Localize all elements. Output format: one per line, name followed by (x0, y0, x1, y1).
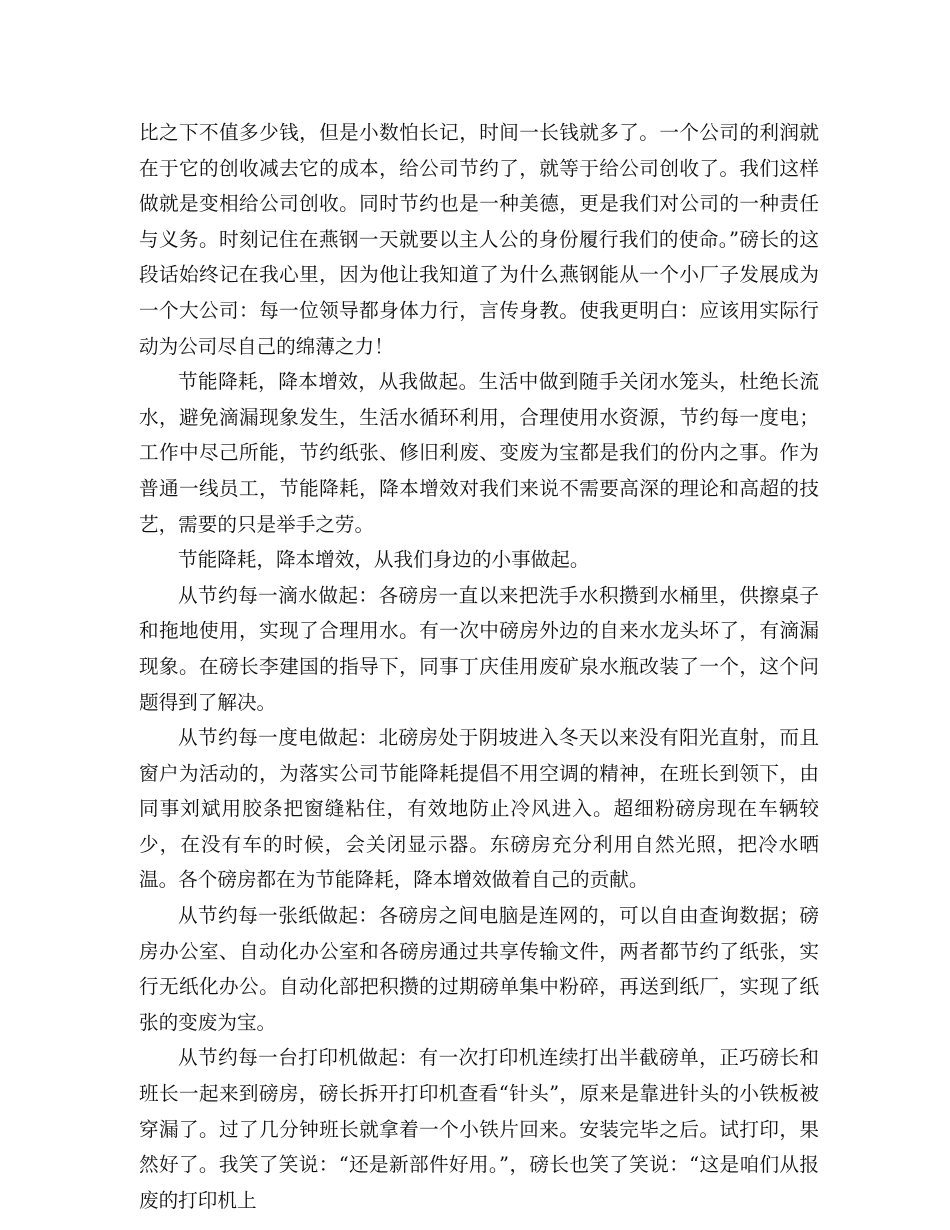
paragraph-small-things: 节能降耗，降本增效，从我们身边的小事做起。 (178, 548, 590, 572)
paragraph-continuation: 比之下不值多少钱，但是小数怕长记，时间一长钱就多了。一个公司的利润就在于它的创收减去它的成本，给公司节约了，就等于给公司创收了。我们这样做就是变相给公司创收。同时节约也是一种美德，更是我们对公司的一种责任与义务。时刻记住在燕钢一天就要以主人公的身份履行我们的使命。”磅长的这段话始终记在我心里，因为他让我知道了为什么燕钢能从一个小厂子发展成为一个大公司：每一位领导都身体力行，言传身教。使我更明白：应该用实际行动为公司尽自己的绵薄之力！ (139, 121, 819, 358)
paragraph-save-energy-intro: 节能降耗，降本增效，从我做起。生活中做到随手关闭水笼头，杜绝长流水，避免滴漏现象发生，生活水循环利用，合理使用水资源，节约每一度电；工作中尽己所能，节约纸张、修旧利废、变废为宝都是我们的份内之事。作为普通一线员工，节能降耗，降本增效对我们来说不需要高深的理论和高超的技艺，需要的只是举手之劳。 (139, 370, 819, 536)
paragraph-save-printer: 从节约每一台打印机做起：有一次打印机连续打出半截磅单，正巧磅长和班长一起来到磅房，磅长拆开打印机查看“针头”，原来是靠进针头的小铁板被穿漏了。过了几分钟班长就拿着一个小铁片回来。安装完毕之后。试打印，果然好了。我笑了笑说：“还是新部件好用。”，磅长也笑了笑说：“这是咱们从报废的打印机上 (139, 1046, 819, 1212)
paragraph-save-water: 从节约每一滴水做起：各磅房一直以来把洗手水积攒到水桶里，供擦桌子和拖地使用，实现了合理用水。有一次中磅房外边的自来水龙头坏了，有滴漏现象。在磅长李建国的指导下，同事丁庆佳用废矿泉水瓶改装了一个，这个问题得到了解决。 (139, 583, 819, 714)
paragraph-save-paper: 从节约每一张纸做起：各磅房之间电脑是连网的，可以自由查询数据；磅房办公室、自动化办公室和各磅房通过共享传输文件，两者都节约了纸张，实行无纸化办公。自动化部把积攒的过期磅单集中粉碎，再送到纸厂，实现了纸张的变废为宝。 (139, 904, 819, 1034)
document-body (139, 115, 819, 1218)
paragraph-save-electricity: 从节约每一度电做起：北磅房处于阴坡进入冬天以来没有阳光直射，而且窗户为活动的，为落实公司节能降耗提倡不用空调的精神，在班长到领下，由同事刘斌用胶条把窗缝粘住，有效地防止冷风进入。超细粉磅房现在车辆较少，在没有车的时候，会关闭显示器。东磅房充分利用自然光照，把冷水晒温。各个磅房都在为节能降耗，降本增效做着自己的贡献。 (139, 726, 819, 892)
